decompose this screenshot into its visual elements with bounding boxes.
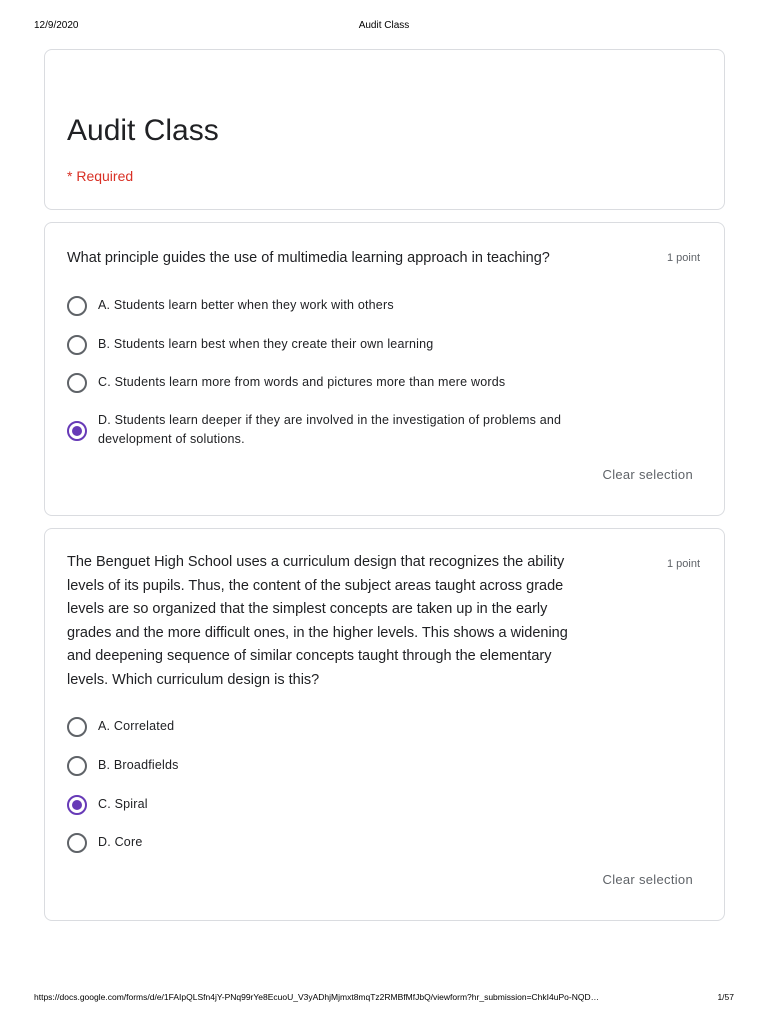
- page-url: https://docs.google.com/forms/d/e/1FAIpQLSfn4jY-PNq99rYe8EcuoU_V3yADhjMjmxt8mqTz2RMBfMfJbQ/viewform?hr_submission=ChkI4uPo-NQD…: [34, 992, 600, 1002]
- radio-icon[interactable]: [67, 717, 87, 737]
- question-card-1: [44, 222, 725, 516]
- clear-selection-button[interactable]: Clear selection: [602, 872, 693, 887]
- question-points: 1 point: [666, 558, 700, 570]
- print-title: Audit Class: [358, 20, 410, 31]
- option-b[interactable]: [67, 335, 627, 355]
- radio-icon[interactable]: [67, 756, 87, 776]
- radio-checked-icon[interactable]: [67, 421, 87, 441]
- radio-icon[interactable]: [67, 373, 87, 393]
- option-label: B. Students learn best when they create their own learning: [98, 337, 434, 351]
- option-label: A. Students learn better when they work with others: [98, 298, 394, 312]
- option-d[interactable]: [67, 833, 627, 853]
- clear-selection-button[interactable]: Clear selection: [602, 467, 693, 482]
- option-label: D. Students learn deeper if they are involved in the investigation of problems and development of solutions.: [98, 413, 562, 446]
- option-a[interactable]: [67, 717, 627, 737]
- radio-icon[interactable]: [67, 833, 87, 853]
- option-c[interactable]: [67, 373, 627, 393]
- option-b[interactable]: [67, 756, 627, 776]
- question-text: The Benguet High School uses a curriculum design that recognizes the ability levels of its pupils. Thus, the content of the subject areas taught across grade levels are so organized that the simplest concepts are taken up in the early grades and the more difficult ones, in the higher levels. This shows a widening and deepening sequence of similar concepts taught through the elementary levels. Which curriculum design is this?: [67, 554, 568, 688]
- option-d[interactable]: [67, 411, 627, 449]
- option-label: B. Broadfields: [98, 758, 179, 772]
- option-label: C. Spiral: [98, 797, 148, 811]
- question-text: What principle guides the use of multimedia learning approach in teaching?: [67, 250, 550, 266]
- page-number: 1/57: [717, 992, 734, 1002]
- option-label: D. Core: [98, 835, 143, 849]
- form-header-card: [44, 49, 725, 210]
- required-note: * Required: [67, 168, 134, 184]
- option-a[interactable]: [67, 296, 627, 316]
- radio-icon[interactable]: [67, 335, 87, 355]
- option-c[interactable]: [67, 795, 627, 815]
- option-label: A. Correlated: [98, 719, 175, 733]
- print-date: 12/9/2020: [34, 20, 79, 31]
- question-points: 1 point: [666, 252, 700, 264]
- radio-icon[interactable]: [67, 296, 87, 316]
- option-label: C. Students learn more from words and pictures more than mere words: [98, 375, 506, 389]
- radio-checked-icon[interactable]: [67, 795, 87, 815]
- form-title: Audit Class: [67, 114, 219, 147]
- question-card-2: [44, 528, 725, 921]
